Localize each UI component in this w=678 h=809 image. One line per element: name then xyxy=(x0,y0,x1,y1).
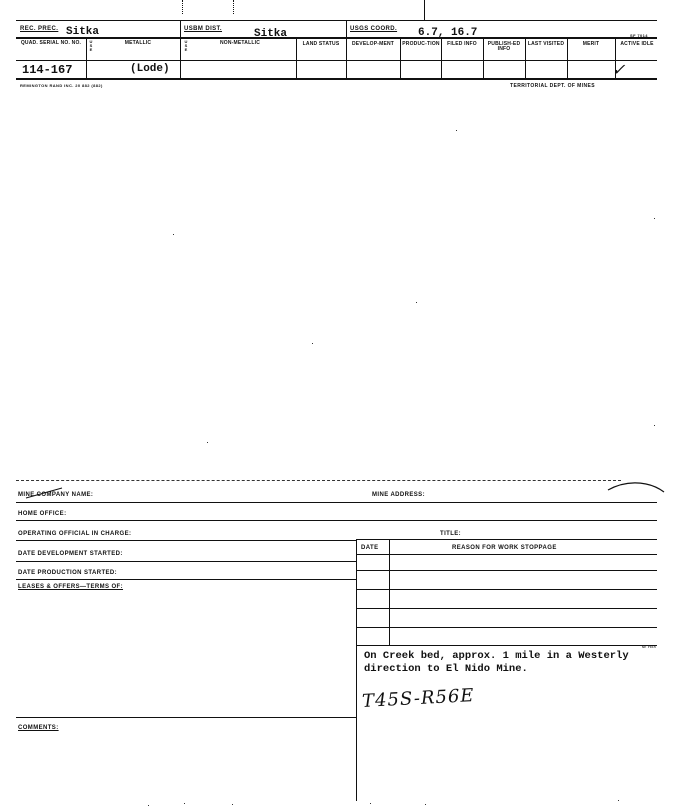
header-divider xyxy=(16,37,657,39)
scan-speck xyxy=(148,805,149,806)
column-divider xyxy=(525,37,526,78)
row-divider xyxy=(356,645,657,646)
use-nonmetallic-header: U S E xyxy=(184,39,188,53)
reason-column-header: REASON FOR WORK STOPPAGE xyxy=(452,545,557,551)
usbm-dist-value: Sitka xyxy=(254,28,288,40)
footer-right-text: TERRITORIAL DEPT. OF MINES xyxy=(510,83,595,89)
merit-header: MERIT xyxy=(582,41,600,47)
column-divider xyxy=(296,37,297,78)
comments-label: COMMENTS: xyxy=(18,725,59,731)
non-metallic-header: NON-METALLIC xyxy=(219,40,261,46)
column-divider xyxy=(483,37,484,78)
column-divider xyxy=(346,20,347,78)
top-border xyxy=(16,20,657,21)
location-note-line2: direction to El Nido Mine. xyxy=(364,663,528,675)
column-divider xyxy=(400,37,401,78)
column-divider xyxy=(567,37,568,78)
scan-speck xyxy=(654,425,655,426)
row-divider xyxy=(16,520,657,521)
column-divider xyxy=(441,37,442,78)
form-number: SF 7014 xyxy=(630,33,648,38)
filed-info-header: FILED INFO xyxy=(447,41,477,47)
row-divider xyxy=(356,608,657,609)
row-divider xyxy=(16,579,356,580)
scan-speck xyxy=(425,804,426,805)
leases-label: LEASES & OFFERS—TERMS OF: xyxy=(18,584,124,590)
footer-left-text: REMINGTON RAND INC. 20 882 (882) xyxy=(20,83,103,88)
operating-official-label: OPERATING OFFICIAL IN CHARGE: xyxy=(18,531,132,537)
row-divider xyxy=(356,539,657,540)
scan-speck xyxy=(618,800,619,801)
usgs-coord-label: USGS COORD. xyxy=(350,26,398,32)
handwritten-township-range: T45S-R56E xyxy=(361,685,476,712)
bottom-border xyxy=(16,78,657,80)
row-divider xyxy=(16,60,657,61)
form-number: SF 7015 xyxy=(642,645,657,649)
scan-speck xyxy=(456,130,457,131)
perforation-mark xyxy=(424,0,425,20)
date-column-header: DATE xyxy=(361,545,379,551)
scan-speck xyxy=(416,302,417,303)
rec-prec-label: REC. PREC. xyxy=(20,26,59,32)
location-note-line1: On Creek bed, approx. 1 mile in a Westerly xyxy=(364,650,629,662)
scan-speck xyxy=(207,442,208,443)
row-divider xyxy=(356,627,657,628)
mine-address-label: MINE ADDRESS: xyxy=(372,492,425,498)
active-checkmark: ✓ xyxy=(612,60,626,79)
row-divider xyxy=(356,589,657,590)
row-divider xyxy=(16,502,657,503)
land-status-header: LAND STATUS xyxy=(302,41,340,47)
scan-speck xyxy=(184,803,185,804)
row-divider xyxy=(356,554,657,555)
column-divider xyxy=(86,37,87,78)
perforation-line xyxy=(16,480,621,481)
prod-started-label: DATE PRODUCTION STARTED: xyxy=(18,570,118,576)
scan-speck xyxy=(173,234,174,235)
metallic-header: METALLIC xyxy=(124,40,152,46)
use-metallic-header: U S E xyxy=(89,39,93,53)
column-divider xyxy=(180,20,181,78)
dev-started-label: DATE DEVELOPMENT STARTED: xyxy=(18,551,123,557)
torn-edge-mark xyxy=(606,478,666,498)
serial-value: 114-167 xyxy=(22,63,73,77)
column-divider xyxy=(356,539,357,801)
last-visited-header: LAST VISITED xyxy=(527,41,565,47)
row-divider xyxy=(16,540,356,541)
lode-value: (Lode) xyxy=(130,63,170,75)
home-office-label: HOME OFFICE: xyxy=(18,511,67,517)
usgs-coord-value: 6.7, 16.7 xyxy=(418,27,478,39)
active-idle-header: ACTIVE IDLE xyxy=(620,41,654,47)
row-divider xyxy=(16,561,356,562)
row-divider xyxy=(16,717,356,718)
development-header: DEVELOP-MENT xyxy=(351,41,395,47)
scan-speck xyxy=(232,804,233,805)
scan-speck xyxy=(654,218,655,219)
rec-prec-value: Sitka xyxy=(66,26,100,38)
row-divider xyxy=(356,570,657,571)
perforation-mark xyxy=(182,0,183,14)
perforation-mark xyxy=(233,0,234,14)
title-label: TITLE: xyxy=(440,531,462,537)
scan-speck xyxy=(370,803,371,804)
production-header: PRODUC-TION xyxy=(402,41,440,47)
quad-serial-header: QUAD. SERIAL NO. NO. xyxy=(20,40,82,46)
published-info-header: PUBLISH-ED INFO xyxy=(487,41,521,53)
mine-company-name-label: MINE COMPANY NAME: xyxy=(18,492,94,498)
usbm-dist-label: USBM DIST. xyxy=(184,26,223,32)
scan-speck xyxy=(312,343,313,344)
